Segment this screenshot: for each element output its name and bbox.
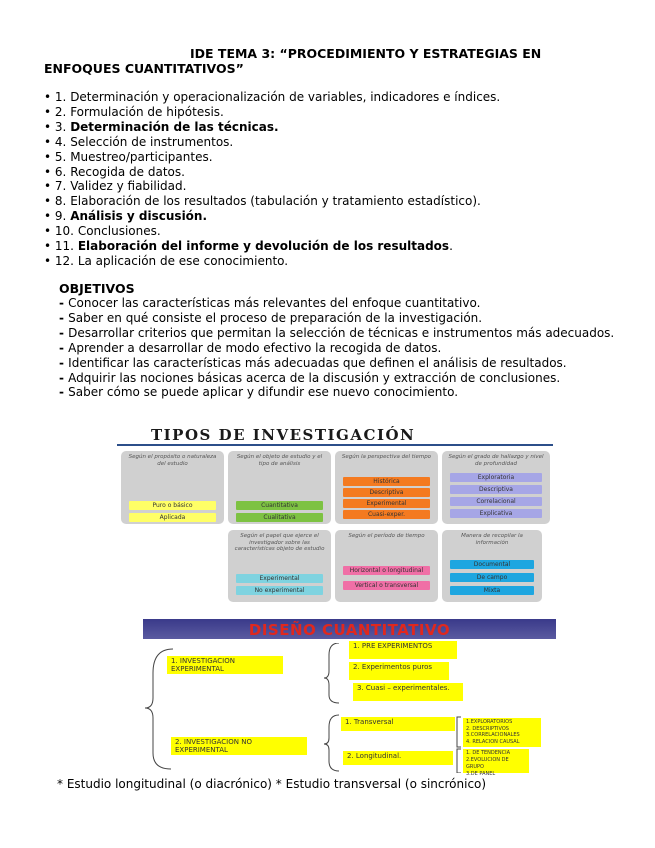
bullet-icon: • (44, 104, 55, 119)
research-types-title: TIPOS DE INVESTIGACIÓN (151, 426, 416, 444)
step-text: Determinación de las técnicas. (70, 119, 279, 134)
procedure-step (44, 135, 644, 150)
card-item: Descriptiva (343, 488, 430, 497)
step-text: Conclusiones. (77, 224, 161, 239)
objective-text: Conocer las características más relevantes del enfoque cuantitativo. (68, 296, 481, 310)
objective-item (59, 356, 619, 371)
objective-text: Aprender a desarrollar de modo efectivo la recogida de datos. (68, 340, 442, 355)
procedure-step (44, 120, 644, 135)
bullet-icon: • (44, 149, 55, 164)
procedure-step (44, 194, 644, 209)
step-text: Análisis y discusión. (70, 209, 208, 224)
dash-icon: - (59, 385, 69, 400)
step-suffix: . (449, 239, 453, 254)
card-item: Explicativa (450, 509, 542, 518)
bullet-icon: • (44, 134, 55, 149)
title-line-2: ENFOQUES CUANTITATIVOS” (44, 61, 244, 76)
bullet-icon: • (44, 224, 55, 239)
trans-item: 4. RELACION CAUSAL (466, 738, 520, 745)
step-number: 10. (54, 224, 74, 239)
bullet-icon: • (44, 209, 55, 224)
longitudinal-box: 2. Longitudinal. (343, 751, 453, 765)
bullet-icon: • (44, 194, 55, 209)
step-number: 2. (54, 104, 67, 119)
bullet-icon: • (44, 179, 55, 194)
card-item: Experimental (236, 574, 323, 583)
dash-icon: - (59, 355, 69, 370)
step-number: 3. (54, 119, 67, 134)
step-number: 11. (54, 239, 74, 254)
bullet-icon: • (44, 253, 55, 268)
card-item: Histórica (343, 477, 430, 486)
research-type-card (442, 451, 550, 524)
card-caption: Según el propósito o naturaleza del estudio (128, 454, 217, 467)
procedure-step (44, 239, 644, 254)
bullet-icon: • (44, 90, 55, 104)
objective-item (59, 341, 619, 356)
step-text: Muestreo/participantes. (70, 149, 213, 164)
procedure-step (44, 224, 644, 239)
objective-text: Identificar las características más adecuadas que definen el análisis de resultados. (68, 355, 567, 370)
procedure-step (44, 90, 644, 105)
research-type-card (121, 451, 224, 524)
objective-item (59, 371, 619, 386)
step-text: Determinación y operacionalización de variables, indicadores e índices. (70, 90, 501, 104)
procedure-step (44, 209, 644, 224)
step-text: Elaboración de los resultados (tabulación y tratamiento estadístico). (70, 194, 481, 209)
step-text: Formulación de hipótesis. (70, 104, 224, 119)
card-item: Cuasi-exper. (343, 510, 430, 519)
card-caption: Según el grado de hallazgo y nivel de profundidad (448, 454, 544, 467)
card-caption: Según el período de tiempo (348, 533, 425, 539)
non-experimental-box: 2. INVESTIGACION NO EXPERIMENTAL (171, 737, 307, 755)
card-item: Correlacional (450, 497, 542, 506)
objective-text: Saber en qué consiste el proceso de preparación de la investigación. (68, 310, 483, 325)
card-item: Exploratoria (450, 473, 542, 482)
transversal-box: 1. Transversal (341, 717, 455, 731)
objective-item (59, 311, 619, 326)
objective-text: Saber cómo se puede aplicar y difundir ese nuevo conocimiento. (68, 385, 459, 400)
document-title (44, 46, 644, 76)
objective-item (59, 326, 619, 341)
card-item: Aplicada (129, 513, 216, 522)
card-caption: Según el papel que ejerce el investigador sobre las características objeto de estudio (234, 533, 325, 552)
step-text: Validez y fiabilidad. (70, 179, 187, 194)
step-text: Elaboración del informe y devolución de los resultados (77, 239, 450, 254)
long-item: 3.DE PANEL (466, 771, 496, 777)
card-item: Puro o básico (129, 501, 216, 510)
research-type-card (335, 451, 438, 524)
dash-icon: - (59, 296, 69, 310)
card-item: No experimental (236, 586, 323, 595)
step-number: 12. (54, 253, 74, 268)
procedure-step (44, 254, 644, 269)
card-item: De campo (450, 573, 534, 582)
quasi-experiments-box: 3. Cuasi – experimentales. (353, 683, 463, 701)
card-item: Experimental (343, 499, 430, 508)
research-type-card (228, 530, 331, 602)
quantitative-design-figure (143, 619, 556, 777)
dash-icon: - (59, 370, 69, 385)
dash-icon: - (59, 325, 69, 340)
step-number: 1. (54, 90, 67, 104)
step-number: 4. (54, 134, 67, 149)
transversal-types-box (463, 718, 541, 747)
dash-icon: - (59, 310, 69, 325)
card-caption: Según la perspectiva del tiempo (341, 454, 432, 460)
objective-item (59, 385, 619, 400)
trans-item: 1.EXPLORATORIOS (466, 719, 513, 725)
design-title-band (143, 619, 556, 639)
design-title: DISEÑO CUANTITATIVO (248, 621, 451, 639)
research-types-figure (117, 424, 553, 606)
objective-text: Adquirir las nociones básicas acerca de la discusión y extracción de conclusiones. (68, 370, 561, 385)
card-item: Horizontal o longitudinal (343, 566, 430, 575)
step-number: 5. (54, 149, 67, 164)
long-item: 2.EVOLUCION DE GRUPO (466, 757, 509, 770)
footnote: * Estudio longitudinal (o diacrónico) * Estudio transversal (o sincrónico) (57, 777, 487, 791)
research-type-card (335, 530, 438, 602)
pre-experiments-box: 1. PRE EXPERIMENTOS (349, 641, 457, 659)
trans-item: 2. DESCRIPTIVOS (466, 725, 509, 732)
objective-text: Desarrollar criterios que permitan la selección de técnicas e instrumentos más adecuados. (68, 325, 615, 340)
objectives-list (59, 296, 619, 400)
step-text: La aplicación de ese conocimiento. (77, 253, 289, 268)
step-number: 7. (54, 179, 67, 194)
dash-icon: - (59, 340, 69, 355)
experimental-box: 1. INVESTIGACION EXPERIMENTAL (167, 656, 283, 674)
procedure-step (44, 105, 644, 120)
step-number: 8. (54, 194, 67, 209)
step-number: 6. (54, 164, 67, 179)
title-line-1: IDE TEMA 3: “PROCEDIMIENTO Y ESTRATEGIAS EN (190, 46, 542, 61)
card-item: Vertical o transversal (343, 581, 430, 590)
trans-item: 3.CORRELACIONALES (466, 732, 520, 738)
title-rule (117, 444, 553, 446)
objectives-section (59, 281, 619, 400)
objectives-heading: OBJETIVOS (59, 281, 135, 296)
card-item: Cualitativa (236, 513, 323, 522)
long-item: 1. DE TENDENCIA (466, 750, 511, 756)
research-type-card (228, 451, 331, 524)
bullet-icon: • (44, 239, 55, 254)
procedure-steps-list (44, 90, 644, 269)
procedure-step (44, 150, 644, 165)
bullet-icon: • (44, 164, 55, 179)
card-caption: Manera de recopilar la información (461, 533, 523, 546)
card-item: Mixta (450, 586, 534, 595)
step-text: Selección de instrumentos. (70, 134, 234, 149)
step-text: Recogida de datos. (70, 164, 185, 179)
pure-experiments-box: 2. Experimentos puros (349, 662, 449, 680)
card-caption: Según el objeto de estudio y el tipo de análisis (236, 454, 323, 467)
card-item: Descriptiva (450, 485, 542, 494)
longitudinal-types-box (463, 749, 529, 777)
procedure-step (44, 179, 644, 194)
card-item: Documental (450, 560, 534, 569)
objective-item (59, 296, 619, 311)
procedure-step (44, 165, 644, 180)
step-number: 9. (54, 209, 67, 224)
card-item: Cuantitativa (236, 501, 323, 510)
research-type-card (442, 530, 542, 602)
bullet-icon: • (44, 119, 55, 134)
